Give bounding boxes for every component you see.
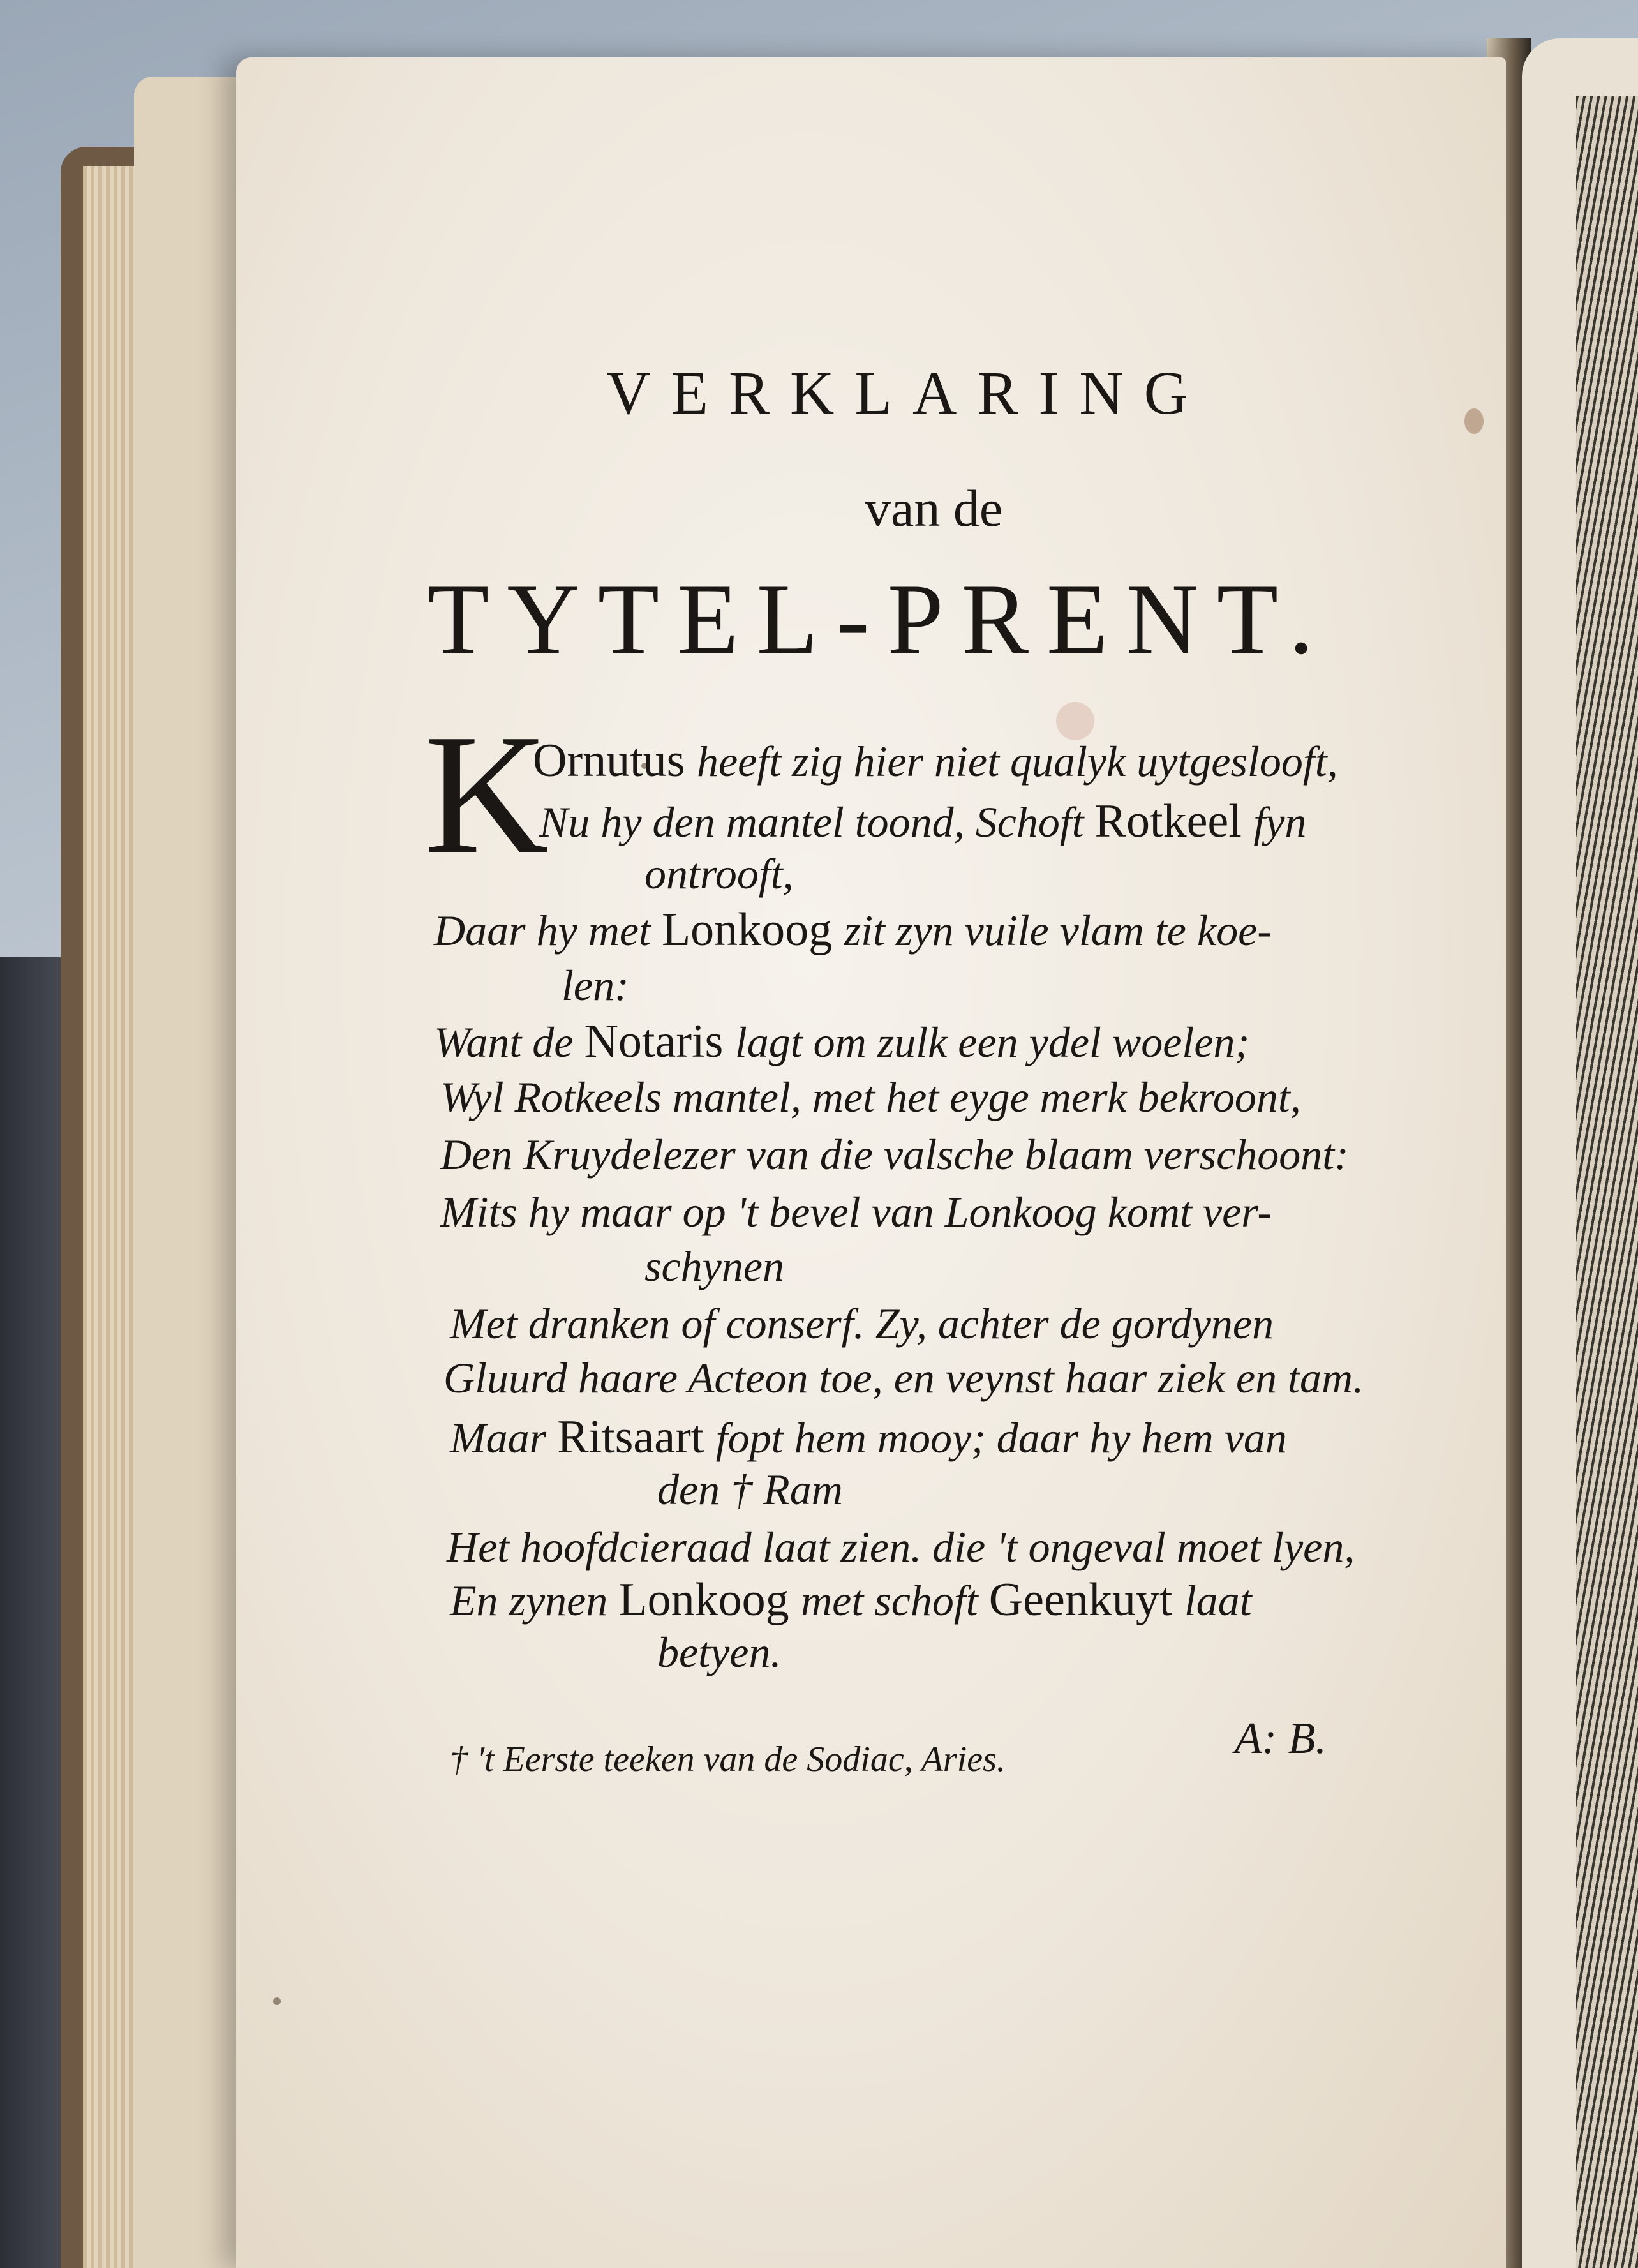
page-title-verklaring: VERKLARING xyxy=(606,359,1209,427)
poem-name: Notaris xyxy=(584,1015,735,1068)
poem-segment: len: xyxy=(562,961,629,1010)
signature: A: B. xyxy=(1235,1714,1327,1763)
paper-speck xyxy=(273,1997,281,2005)
poem-line xyxy=(434,1015,1249,1069)
poem-segment: Mits hy maar op 't bevel van Lonkoog komt ver- xyxy=(440,1188,1272,1236)
poem-name: Lonkoog xyxy=(618,1574,801,1626)
poem-segment: met schoft xyxy=(801,1576,989,1625)
poem-segment: schynen xyxy=(644,1242,785,1290)
poem-line xyxy=(657,1627,781,1678)
poem-segment: Maar xyxy=(450,1414,558,1462)
poem-segment: heeft zig hier niet qualyk uytgeslooft, xyxy=(696,737,1338,786)
poem-name: Ritsaart xyxy=(557,1411,716,1463)
poem-segment: lagt om zulk een ydel woelen; xyxy=(734,1018,1250,1066)
poem-line xyxy=(440,1072,1301,1123)
poem-line xyxy=(657,1465,843,1515)
poem-line xyxy=(562,960,629,1011)
poem-line xyxy=(440,1187,1272,1237)
poem-name: Rotkeel xyxy=(1094,795,1254,847)
poem-segment: Den Kruydelezer van die valsche blaam verschoont: xyxy=(440,1130,1349,1179)
paper-stain xyxy=(1464,408,1484,434)
poem-line xyxy=(539,795,1306,849)
poem-segment: fopt hem mooy; daar hy hem van xyxy=(715,1414,1287,1462)
poem-segment: zit zyn vuile vlam te koe- xyxy=(844,906,1272,955)
poem-name: Lonkoog xyxy=(661,904,844,956)
poem-segment: Met dranken of conserf. Zy, achter de gordynen xyxy=(450,1299,1274,1348)
poem-segment: laat xyxy=(1184,1576,1252,1625)
poem-segment: betyen. xyxy=(657,1628,782,1676)
poem-name: Geenkuyt xyxy=(988,1574,1184,1626)
drop-cap-initial: K xyxy=(424,699,549,890)
poem-segment: Wyl Rotkeels mantel, met het eyge merk bekroont, xyxy=(440,1073,1301,1121)
poem-segment: den † Ram xyxy=(657,1465,843,1514)
poem-name: Ornutus xyxy=(533,735,697,787)
poem-line xyxy=(450,1573,1252,1627)
poem-line xyxy=(644,849,794,899)
poem-line xyxy=(440,1130,1349,1180)
facing-engraving xyxy=(1576,96,1638,2268)
poem-line xyxy=(434,903,1272,957)
poem-line xyxy=(533,734,1338,788)
poem-segment: fyn xyxy=(1253,798,1307,846)
poem-line xyxy=(450,1410,1287,1465)
poem-segment: Nu hy den mantel toond, Schoft xyxy=(539,798,1095,846)
poem-segment: ontrooft, xyxy=(644,849,794,898)
poem-segment: Daar hy met xyxy=(434,906,662,955)
footnote: † 't Eerste teeken van de Sodiac, Aries. xyxy=(450,1740,1006,1779)
poem-segment: Het hoofdcieraad laat zien. die 't ongeval moet lyen, xyxy=(447,1523,1355,1571)
poem-line xyxy=(447,1522,1355,1572)
page-title-van-de: van de xyxy=(865,479,1003,537)
poem-segment: Gluurd haare Acteon toe, en veynst haar ziek en tam. xyxy=(443,1354,1364,1402)
poem-line xyxy=(450,1299,1274,1349)
poem-segment: Want de xyxy=(434,1018,584,1066)
poem-segment: En zynen xyxy=(450,1576,619,1625)
page-title-tytel-prent: TYTEL-PRENT. xyxy=(428,563,1332,675)
poem-line xyxy=(644,1241,784,1292)
poem-line xyxy=(443,1353,1364,1403)
